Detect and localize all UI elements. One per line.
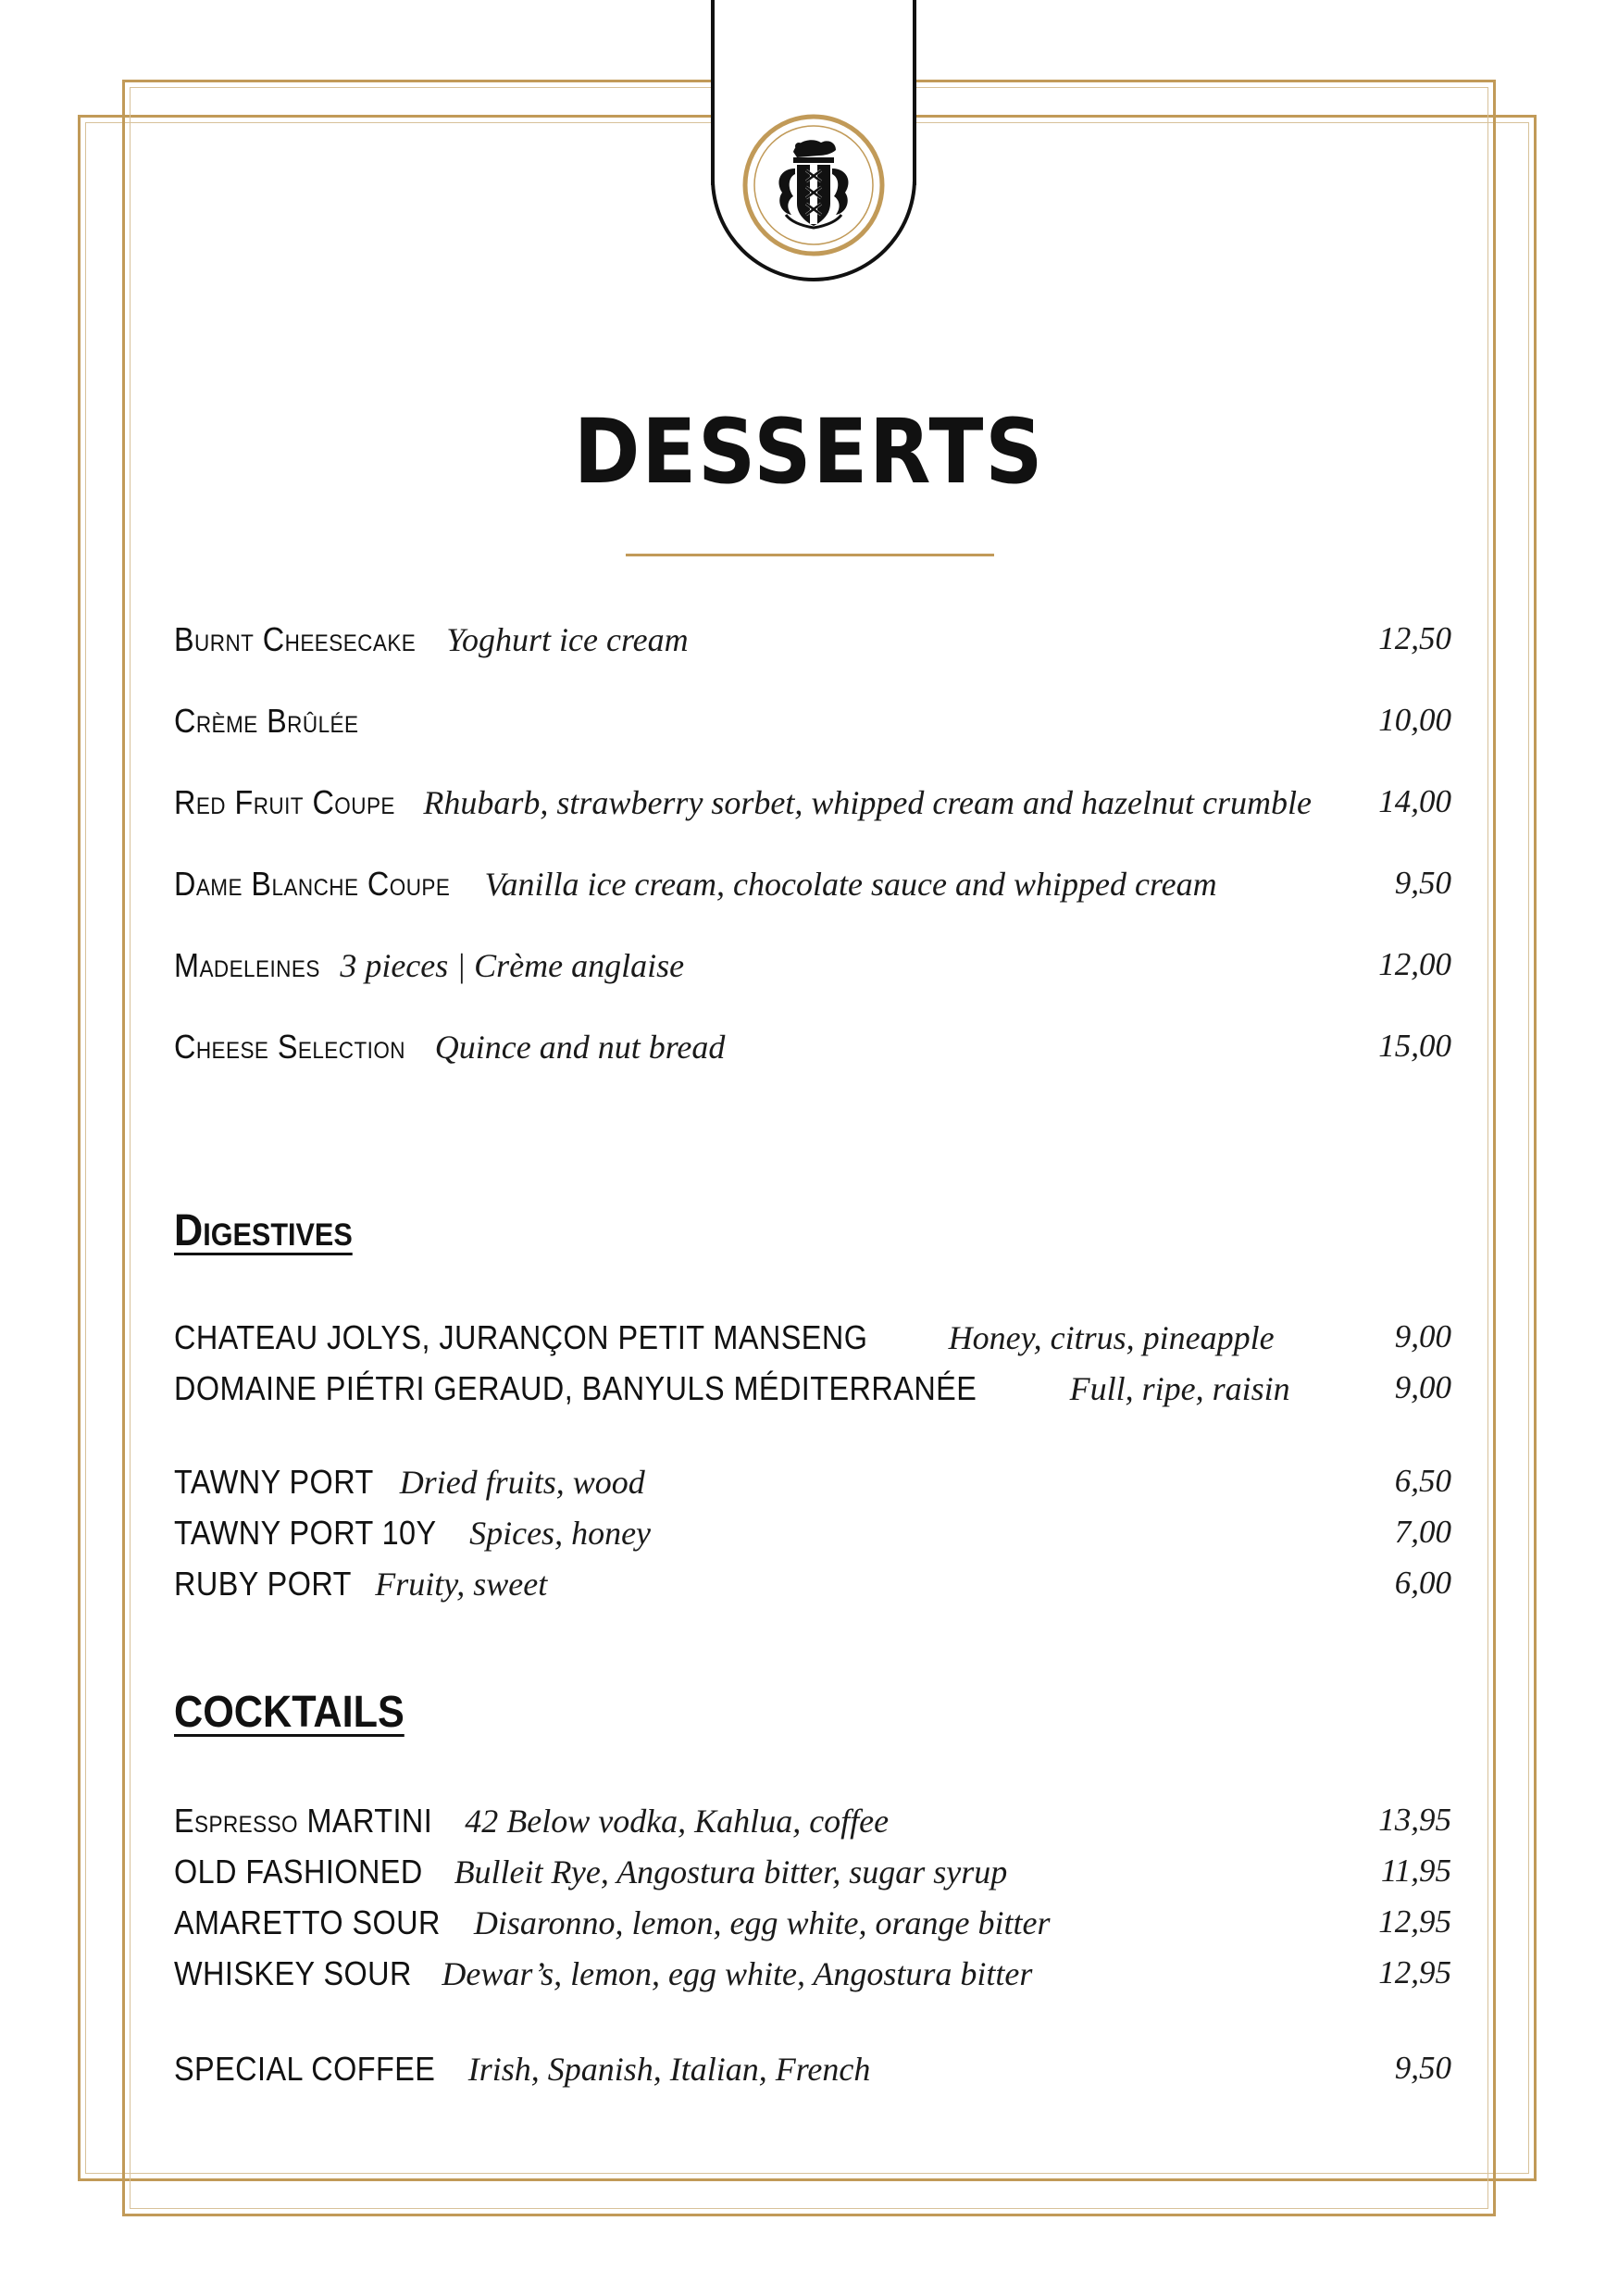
item-name: DOMAINE PIÉTRI GERAUD, BANYULS MÉDITERRANÉE (174, 1369, 977, 1407)
item-description: Dewar’s, lemon, egg white, Angostura bitter (442, 1955, 1033, 1992)
item-description: Full, ripe, raisin (1069, 1370, 1290, 1407)
menu-item (174, 783, 1451, 830)
item-name: SPECIAL COFFEE (174, 2050, 436, 2088)
page-title: DESSERTS (573, 400, 1045, 504)
menu-item (174, 1802, 1451, 1848)
menu-item (174, 1463, 1451, 1509)
item-description: Vanilla ice cream, chocolate sauce and whipped cream (484, 866, 1217, 903)
item-name: CHATEAU JOLYS, JURANÇON PETIT MANSENG (174, 1318, 868, 1356)
item-description: 3 pieces | Crème anglaise (340, 947, 685, 984)
item-price: 7,00 (1394, 1514, 1451, 1550)
item-description: Dried fruits, wood (399, 1464, 645, 1501)
menu-item (174, 1565, 1451, 1611)
section-heading-cocktails: COCKTAILS (174, 1688, 404, 1737)
item-name: Madeleines (174, 946, 320, 984)
item-description: Irish, Spanish, Italian, French (467, 2051, 871, 2088)
item-name: Burnt Cheesecake (174, 620, 417, 658)
menu-item (174, 1903, 1451, 1950)
menu-item (174, 1514, 1451, 1560)
menu-item (174, 1318, 1451, 1365)
item-description: Spices, honey (469, 1515, 652, 1552)
item-name: Dame Blanche Coupe (174, 865, 451, 903)
item-price: 6,50 (1394, 1463, 1451, 1499)
item-price: 15,00 (1378, 1028, 1451, 1064)
item-price: 12,95 (1378, 1903, 1451, 1940)
item-name: Red Fruit Coupe (174, 783, 395, 821)
item-description: Disaronno, lemon, egg white, orange bitter (473, 1904, 1051, 1941)
menu-item (174, 1853, 1451, 1899)
menu-item (174, 1369, 1451, 1416)
item-name: RUBY PORT (174, 1565, 352, 1603)
menu-item (174, 1028, 1451, 1074)
item-name: Cheese Selection (174, 1028, 406, 1066)
section-heading-digestives: Digestives (174, 1206, 353, 1255)
menu-item (174, 1954, 1451, 2001)
item-price: 9,50 (1394, 865, 1451, 901)
item-price: 11,95 (1380, 1853, 1451, 1889)
item-price: 9,00 (1394, 1318, 1451, 1354)
item-price: 12,00 (1378, 946, 1451, 982)
item-description: 42 Below vodka, Kahlua, coffee (465, 1803, 890, 1840)
menu-item (174, 702, 1451, 748)
item-price: 6,00 (1394, 1565, 1451, 1601)
item-name: OLD FASHIONED (174, 1853, 423, 1890)
menu-item (174, 620, 1451, 667)
item-description: Bulleit Rye, Angostura bitter, sugar syrup (454, 1853, 1008, 1890)
item-name: WHISKEY SOUR (174, 1954, 412, 1992)
item-name: Crème Brûlée (174, 702, 359, 740)
item-description: Fruity, sweet (375, 1566, 548, 1603)
menu-item (174, 865, 1451, 911)
emblem-tab-edge-right (913, 0, 916, 185)
item-name: Espresso MARTINI (174, 1802, 433, 1840)
amsterdam-coat-of-arms-icon (740, 111, 888, 259)
item-price: 14,00 (1378, 783, 1451, 819)
title-divider (626, 554, 994, 556)
menu-item (174, 2050, 1451, 2096)
item-name: AMARETTO SOUR (174, 1903, 441, 1941)
item-price: 13,95 (1378, 1802, 1451, 1838)
item-description: Honey, citrus, pineapple (948, 1319, 1275, 1356)
item-price: 10,00 (1378, 702, 1451, 738)
item-name: TAWNY PORT (174, 1463, 374, 1501)
item-description: Rhubarb, strawberry sorbet, whipped cream and hazelnut crumble (423, 784, 1312, 821)
item-description: Yoghurt ice cream (446, 621, 689, 658)
item-price: 9,00 (1394, 1369, 1451, 1405)
emblem-tab-edge-left (711, 0, 715, 185)
item-description: Quince and nut bread (434, 1029, 726, 1066)
item-name: TAWNY PORT 10Y (174, 1514, 437, 1552)
menu-item (174, 946, 1451, 992)
item-price: 12,95 (1378, 1954, 1451, 1990)
item-price: 9,50 (1394, 2050, 1451, 2086)
item-price: 12,50 (1378, 620, 1451, 656)
